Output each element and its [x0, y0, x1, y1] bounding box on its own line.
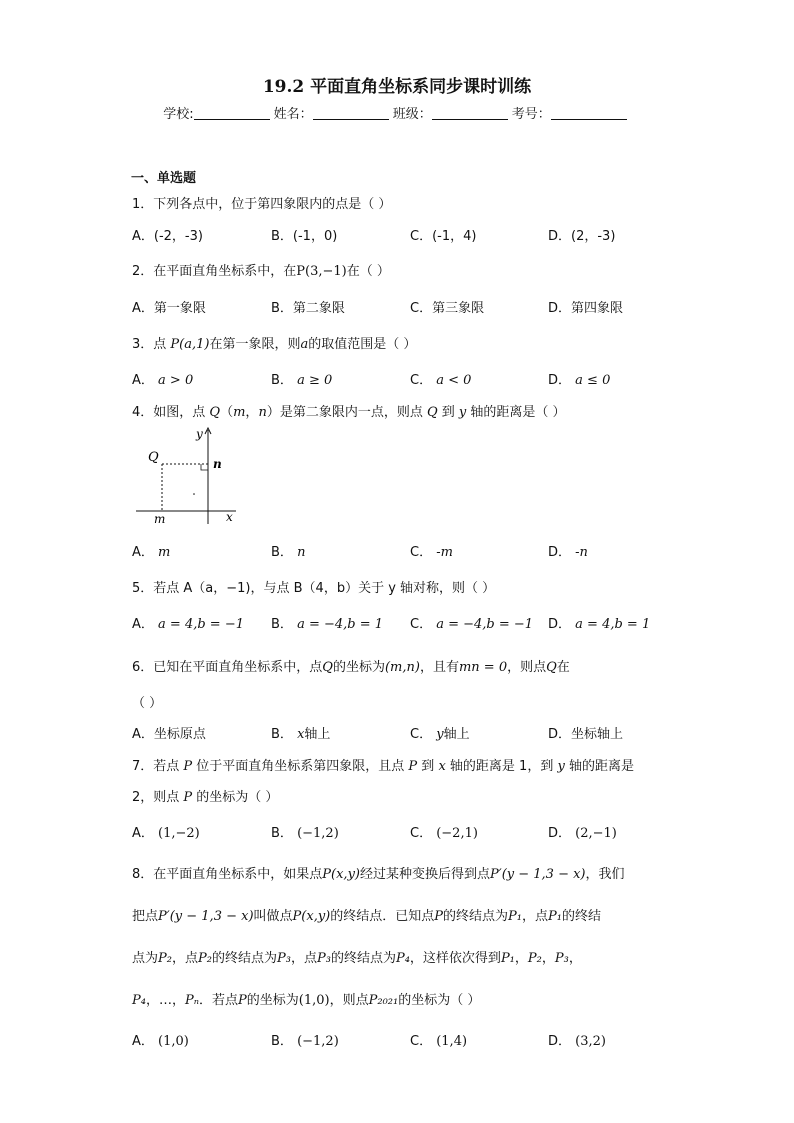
- option-value: a = −4,b = 1: [297, 617, 384, 632]
- option-b: [271, 723, 330, 742]
- option-d: D．坐标轴上: [548, 727, 624, 742]
- q8-var: P₂: [158, 951, 172, 966]
- q4-var: m: [233, 405, 246, 420]
- q8-text: ，: [541, 951, 555, 966]
- id-label: 考号：: [511, 107, 551, 122]
- q7-var: x: [438, 759, 446, 774]
- option-d: [548, 541, 588, 560]
- option-value: n: [297, 545, 306, 560]
- option-value: (3,2): [575, 1034, 606, 1049]
- page-title: 19.2 平面直角坐标系同步课时训练: [262, 77, 532, 97]
- q8-text: 的坐标为（ ）: [398, 993, 481, 1008]
- question-2-stem: [132, 260, 390, 279]
- q8-var: P₄: [132, 993, 146, 1008]
- q3-var: a: [300, 337, 309, 352]
- q8-text: 的终结点为: [443, 909, 509, 924]
- option-b: [271, 613, 383, 632]
- option-label: A．: [132, 826, 154, 841]
- q2-text: 在（ ）: [346, 264, 390, 279]
- q8-var: P₁: [500, 951, 515, 966]
- q8-math: P′(y − 1,3 − x): [158, 909, 254, 924]
- option-a: [132, 369, 193, 388]
- question-6-stem: [132, 656, 570, 675]
- option-value: (1,−2): [158, 826, 200, 841]
- option-a: [132, 822, 200, 841]
- q8-var: P₃: [554, 951, 569, 966]
- option-label: B．: [271, 727, 293, 742]
- q7-text: 轴的距离是: [564, 759, 634, 774]
- option-b: [271, 541, 305, 560]
- name-label: 姓名：: [273, 107, 313, 122]
- option-d: [548, 822, 617, 841]
- q7-text: 的坐标为（ ）: [192, 790, 279, 805]
- option-c: [410, 723, 470, 742]
- option-b: [271, 1030, 339, 1049]
- option-label: D．: [548, 373, 572, 388]
- student-info-line: [0, 103, 794, 122]
- q8-var: P: [238, 993, 247, 1008]
- q7-var: P: [183, 759, 193, 774]
- option-label: D．: [548, 545, 572, 560]
- option-label: C．: [410, 1034, 433, 1049]
- option-c: [410, 613, 533, 632]
- q8-text: ，…，: [145, 993, 185, 1008]
- q3-text: 的取值范围是（ ）: [308, 337, 417, 352]
- option-c: C．(-1，4): [410, 229, 477, 244]
- q4-var: n: [258, 405, 267, 420]
- option-c: C．第三象限: [410, 301, 485, 316]
- option-label: B．: [271, 373, 293, 388]
- q4-text: 到: [437, 405, 459, 420]
- school-label: 学校:: [163, 107, 194, 122]
- q8-text: ，点: [171, 951, 198, 966]
- class-label: 班级：: [392, 107, 432, 122]
- option-value: a ≤ 0: [575, 373, 611, 388]
- q6-var: Q: [546, 660, 557, 675]
- option-c: [410, 369, 471, 388]
- option-d: [548, 613, 650, 632]
- option-a: A．坐标原点: [132, 727, 206, 742]
- q8-text: ，: [514, 951, 528, 966]
- option-var: x: [297, 727, 305, 742]
- option-label: B．: [271, 1034, 293, 1049]
- q3-text: 在第一象限，则: [209, 337, 301, 352]
- option-a: [132, 541, 170, 560]
- q-label: Q: [148, 450, 159, 465]
- option-value: a ≥ 0: [297, 373, 333, 388]
- q7-text: 7．若点: [132, 759, 184, 774]
- option-d: D．(2，-3): [548, 229, 616, 244]
- option-label: A．: [132, 617, 154, 632]
- q4-text: ，: [245, 405, 259, 420]
- question-3-stem: [132, 333, 416, 352]
- q8-text: 经过某种变换后得到点: [359, 867, 490, 882]
- coordinate-figure: [136, 424, 246, 528]
- q8-var: P₂: [527, 951, 542, 966]
- q8-text: 的终结点为: [330, 951, 396, 966]
- q8-var: P₄: [395, 951, 410, 966]
- q8-text: 的终结点为: [211, 951, 277, 966]
- option-label: D．: [548, 617, 572, 632]
- option-value: (−1,2): [297, 1034, 339, 1049]
- q8-text: ，: [568, 951, 582, 966]
- q8-var: P₂₀₂₁: [368, 993, 399, 1008]
- q2-text: 2．在平面直角坐标系中，在: [132, 264, 297, 279]
- option-value: (1,0): [158, 1034, 189, 1049]
- option-label: B．: [271, 617, 293, 632]
- q8-math: P(x,y): [292, 909, 331, 924]
- question-8-line3: [132, 947, 582, 966]
- question-1-stem: 1．下列各点中，位于第四象限内的点是（ ）: [132, 197, 392, 212]
- option-label: D．: [548, 826, 572, 841]
- option-a: [132, 613, 244, 632]
- option-label: A．: [132, 545, 154, 560]
- option-d: [548, 369, 610, 388]
- question-3-options: [132, 369, 692, 387]
- q4-text: 4．如图，点: [132, 405, 210, 420]
- question-8-line1: [132, 863, 625, 882]
- question-2-options: [132, 297, 692, 315]
- question-8-options: [132, 1030, 692, 1048]
- option-var: y: [436, 727, 444, 742]
- option-label: C．: [410, 617, 433, 632]
- q8-text: 把点: [132, 909, 159, 924]
- q8-math: P(x,y): [322, 867, 360, 882]
- q3-text: 3．点: [132, 337, 171, 352]
- option-value: -n: [575, 545, 588, 560]
- school-blank: [194, 107, 270, 120]
- question-4-options: [132, 541, 692, 559]
- question-1-options: [132, 225, 692, 243]
- q4-var: Q: [209, 405, 221, 420]
- q8-text: 的终结: [561, 909, 601, 924]
- option-label: C．: [410, 826, 433, 841]
- q4-var: y: [458, 405, 467, 420]
- question-8-line2: [132, 905, 601, 924]
- option-value: (2,−1): [575, 826, 617, 841]
- option-value: a > 0: [158, 373, 194, 388]
- q8-var: P₃: [316, 951, 331, 966]
- question-7-stem: [132, 755, 634, 774]
- q4-text: ）是第二象限内一点，则点: [266, 405, 427, 420]
- q8-var: P₁: [548, 909, 562, 924]
- option-value: (−2,1): [436, 826, 478, 841]
- option-value: a = 4,b = −1: [158, 617, 245, 632]
- y-label: y: [196, 427, 203, 441]
- name-blank: [313, 107, 389, 120]
- question-8-line4: [132, 989, 480, 1008]
- section-heading: 一、单选题: [131, 171, 197, 186]
- option-value: a = −4,b = −1: [436, 617, 534, 632]
- q8-math: (1,0): [298, 993, 330, 1008]
- option-value: (−1,2): [297, 826, 339, 841]
- q8-math: P′(y − 1,3 − x): [490, 867, 586, 882]
- q8-text: 的坐标为: [246, 993, 299, 1008]
- q6-text: 的坐标为: [332, 660, 385, 675]
- option-label: C．: [410, 545, 433, 560]
- q4-text: 轴的距离是（ ）: [466, 405, 566, 420]
- option-a: A．第一象限: [132, 301, 206, 316]
- option-value: m: [158, 545, 171, 560]
- x-label: x: [226, 510, 233, 524]
- class-blank: [432, 107, 508, 120]
- q3-math: P(a,1): [170, 337, 210, 352]
- option-b: B．第二象限: [271, 301, 345, 316]
- q8-text: 叫做点: [253, 909, 293, 924]
- n-label: n: [213, 457, 222, 471]
- q4-text: （: [220, 405, 234, 420]
- option-b: B．(-1，0): [271, 229, 338, 244]
- option-value: a < 0: [436, 373, 472, 388]
- option-value: 轴上: [443, 727, 470, 742]
- q2-math: P(3,−1): [296, 264, 347, 279]
- option-value: 轴上: [304, 727, 331, 742]
- question-7-stem-line2: [132, 786, 278, 805]
- origin-dot: [193, 493, 195, 495]
- question-6-options: [132, 723, 692, 741]
- option-label: B．: [271, 545, 293, 560]
- option-label: C．: [410, 727, 433, 742]
- option-c: [410, 822, 478, 841]
- q4-var: Q: [426, 405, 438, 420]
- option-label: C．: [410, 373, 433, 388]
- option-label: A．: [132, 1034, 154, 1049]
- q8-text: ，则点: [329, 993, 369, 1008]
- question-5-options: [132, 613, 692, 631]
- option-label: D．: [548, 1034, 572, 1049]
- option-a: A．(-2，-3): [132, 229, 203, 244]
- option-d: D．第四象限: [548, 301, 624, 316]
- q7-var: y: [557, 759, 565, 774]
- q8-var: Pₙ: [184, 993, 199, 1008]
- q8-text: ．若点: [199, 993, 239, 1008]
- q8-text: 点为: [132, 951, 159, 966]
- q8-var: P₁: [508, 909, 522, 924]
- q8-var: P₂: [198, 951, 212, 966]
- q7-text: 位于平面直角坐标系第四象限，且点: [192, 759, 409, 774]
- right-angle-mark: [201, 464, 208, 470]
- id-blank: [551, 107, 627, 120]
- q7-var: P: [408, 759, 418, 774]
- q7-text: 2，则点: [132, 790, 184, 805]
- q6-math: (m,n): [384, 660, 420, 675]
- q6-var: Q: [322, 660, 333, 675]
- q6-text: 在: [556, 660, 570, 675]
- m-label: m: [154, 512, 166, 526]
- q8-text: ，这样依次得到: [409, 951, 501, 966]
- option-b: [271, 822, 339, 841]
- option-c: [410, 541, 453, 560]
- question-7-options: [132, 822, 692, 840]
- option-c: [410, 1030, 467, 1049]
- question-4-stem: [132, 401, 566, 420]
- q8-var: P₃: [276, 951, 291, 966]
- q8-text: ，我们: [585, 867, 625, 882]
- option-label: B．: [271, 826, 293, 841]
- q8-text: ，点: [522, 909, 549, 924]
- q8-text: 的终结点．已知点: [330, 909, 435, 924]
- q6-math: mn = 0: [458, 660, 508, 675]
- q8-text: ，点: [290, 951, 317, 966]
- q6-text: ，则点: [507, 660, 547, 675]
- q7-text: 轴的距离是 1，到: [445, 759, 558, 774]
- option-b: [271, 369, 332, 388]
- option-a: [132, 1030, 189, 1049]
- question-6-paren: （ ）: [132, 696, 163, 711]
- option-value: (1,4): [436, 1034, 468, 1049]
- option-d: [548, 1030, 606, 1049]
- q7-text: 到: [417, 759, 439, 774]
- q8-text: 8．在平面直角坐标系中，如果点: [132, 867, 323, 882]
- q8-var: P: [434, 909, 444, 924]
- option-label: A．: [132, 373, 154, 388]
- option-value: a = 4,b = 1: [575, 617, 651, 632]
- question-5-stem: 5．若点 A（a，−1)，与点 B（4，b）关于 y 轴对称，则（ ）: [132, 581, 496, 596]
- q7-var: P: [183, 790, 193, 805]
- q6-text: ，且有: [419, 660, 459, 675]
- q6-text: 6．已知在平面直角坐标系中，点: [132, 660, 323, 675]
- option-value: -m: [436, 545, 453, 560]
